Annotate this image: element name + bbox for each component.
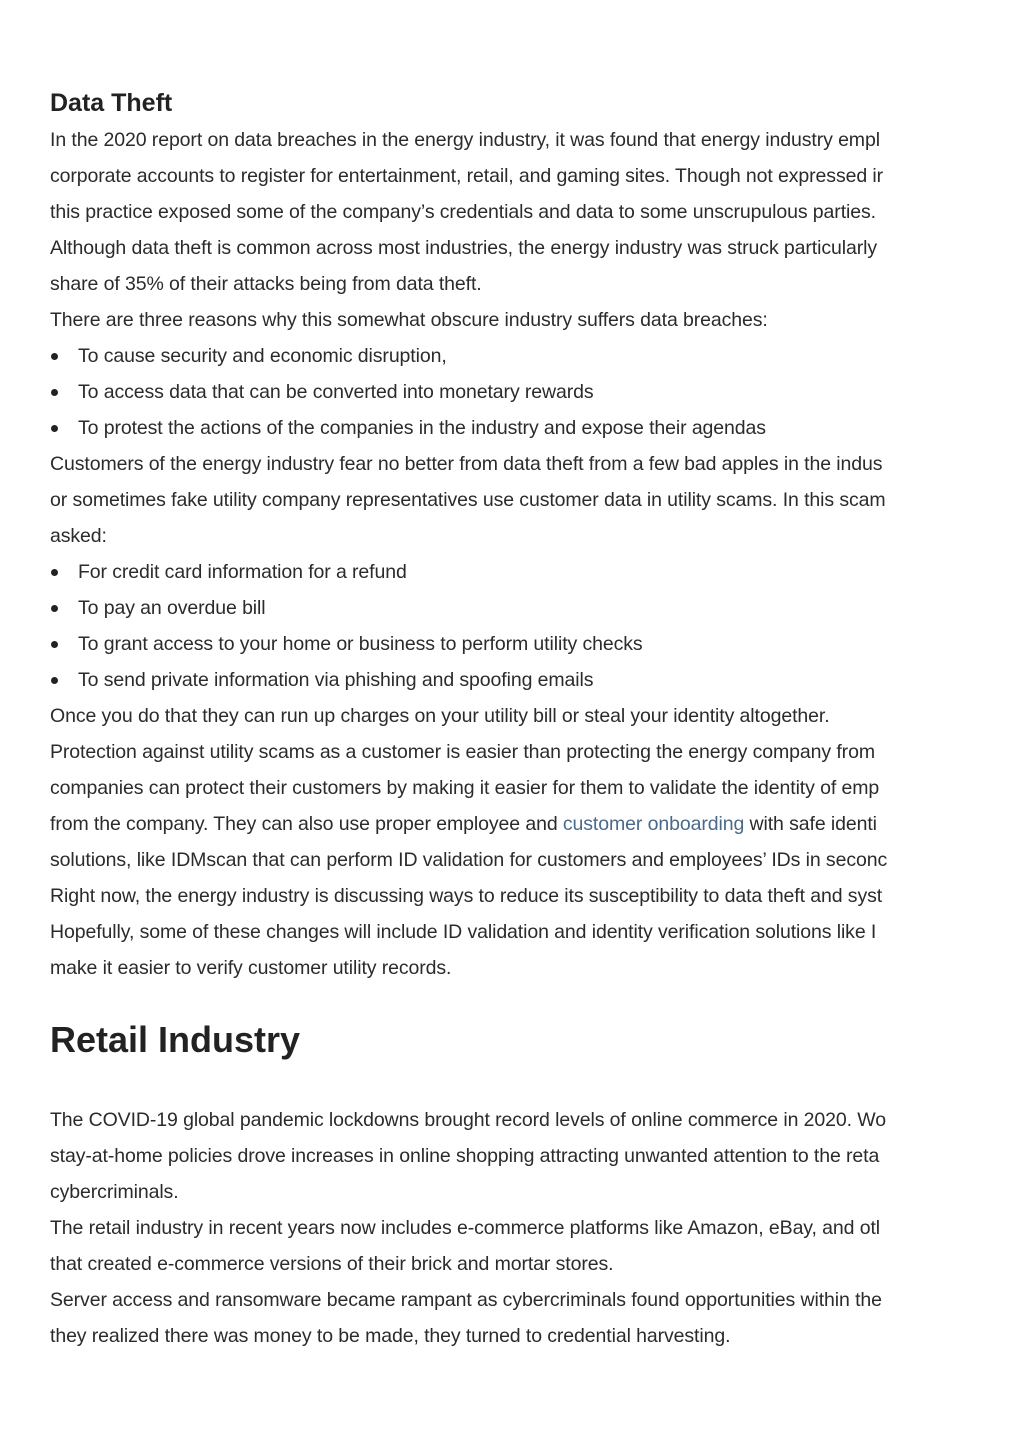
paragraph-reasons-intro: There are three reasons why this somewhat obscure industry suffers data breaches: [50, 309, 768, 331]
list-item: To cause security and economic disruption, [50, 338, 976, 374]
list-item: To protest the actions of the companies in the industry and expose their agendas [50, 410, 976, 446]
text-line: or sometimes fake utility company representatives use customer data in utility scams. In this scam [50, 489, 886, 511]
text-line [50, 806, 976, 842]
text-line: share of 35% of their attacks being from data theft. [50, 273, 482, 295]
text-line: Customers of the energy industry fear no better from data theft from a few bad apples in the indus [50, 453, 883, 475]
text-line: solutions, like IDMscan that can perform ID validation for customers and employees’ IDs in seconc [50, 849, 888, 871]
text-line: this practice exposed some of the company’s credentials and data to some unscrupulous parties. [50, 201, 876, 223]
paragraph-server-access [50, 1282, 976, 1354]
text-line: they realized there was money to be made, they turned to credential harvesting. [50, 1325, 731, 1347]
text-line: In the 2020 report on data breaches in the energy industry, it was found that energy industry empl [50, 129, 880, 151]
paragraph-charges: Once you do that they can run up charges on your utility bill or steal your identity altogether. [50, 705, 830, 727]
reasons-list [50, 338, 976, 446]
list-item: To send private information via phishing and spoofing emails [50, 662, 976, 698]
paragraph-customers [50, 446, 976, 554]
text-segment: from the company. They can also use proper employee and [50, 813, 563, 835]
list-item: To grant access to your home or business to perform utility checks [50, 626, 976, 662]
text-line: corporate accounts to register for entertainment, retail, and gaming sites. Though not expressed ir [50, 165, 884, 187]
heading-retail-industry: Retail Industry [50, 1019, 301, 1060]
text-line: The COVID-19 global pandemic lockdowns brought record levels of online commerce in 2020. Wo [50, 1109, 886, 1131]
text-line: make it easier to verify customer utility records. [50, 957, 452, 979]
text-line: companies can protect their customers by making it easier for them to validate the identity of emp [50, 777, 880, 799]
text-line: asked: [50, 525, 107, 547]
paragraph-retail-platforms [50, 1210, 976, 1282]
paragraph-report [50, 122, 976, 302]
article-body [50, 84, 976, 1354]
text-line: that created e-commerce versions of their brick and mortar stores. [50, 1253, 614, 1275]
text-line: Right now, the energy industry is discussing ways to reduce its susceptibility to data theft and syst [50, 885, 883, 907]
paragraph-right-now [50, 878, 976, 986]
text-line: Server access and ransomware became rampant as cybercriminals found opportunities within the [50, 1289, 882, 1311]
list-item: To pay an overdue bill [50, 590, 976, 626]
paragraph-protection [50, 734, 976, 878]
list-item: For credit card information for a refund [50, 554, 976, 590]
text-line: Hopefully, some of these changes will include ID validation and identity verification solutions like I [50, 921, 877, 943]
text-line: Although data theft is common across most industries, the energy industry was struck particularly [50, 237, 878, 259]
scam-list [50, 554, 976, 698]
text-line: stay-at-home policies drove increases in online shopping attracting unwanted attention to the reta [50, 1145, 880, 1167]
text-segment: with safe identi [744, 813, 877, 835]
list-item: To access data that can be converted into monetary rewards [50, 374, 976, 410]
text-line: Protection against utility scams as a customer is easier than protecting the energy company from [50, 741, 875, 763]
paragraph-covid [50, 1102, 976, 1210]
heading-data-theft: Data Theft [50, 89, 173, 117]
text-line: The retail industry in recent years now includes e-commerce platforms like Amazon, eBay, and otl [50, 1217, 880, 1239]
text-line: cybercriminals. [50, 1181, 179, 1203]
customer-onboarding-link[interactable]: customer onboarding [562, 813, 745, 835]
